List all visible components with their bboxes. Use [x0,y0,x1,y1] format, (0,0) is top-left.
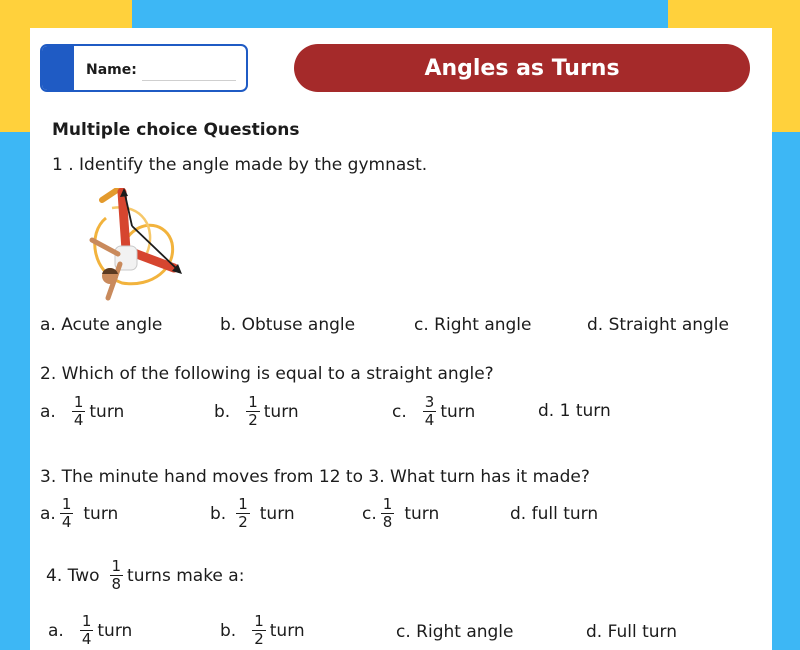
option-word: turn [83,503,119,524]
option-letter: a. [40,503,56,524]
option-word: turn [259,503,295,524]
fraction-numerator: 1 [254,612,264,630]
option-letter: a. [40,401,56,422]
question-2: 2. Which of the following is equal to a straight angle? [40,364,494,384]
fraction [423,394,437,429]
q3-option-a[interactable] [40,496,118,531]
name-label: Name: [86,62,137,78]
option-word: turn [97,620,133,641]
option-word: turn [269,620,305,641]
fraction-numerator: 1 [248,393,258,411]
question-4 [46,558,244,593]
fraction-denominator: 2 [248,411,258,429]
question-1: 1 . Identify the angle made by the gymnast. [52,155,428,175]
q2-option-a[interactable] [40,394,124,429]
option-word: turn [263,401,299,422]
q2-option-d[interactable]: d. 1 turn [538,401,611,421]
fraction-denominator: 2 [254,630,264,648]
fraction-denominator: 4 [81,630,92,648]
fraction-denominator: 2 [238,513,248,531]
fraction-numerator: 1 [382,495,393,513]
q4-option-a[interactable] [48,613,132,648]
option-word: turn [89,401,125,422]
question-4-prefix: 4. Two [46,565,100,586]
worksheet-title [294,44,750,92]
fraction [381,496,395,531]
fraction-numerator: 3 [424,393,435,411]
fraction-denominator: 4 [424,411,435,429]
fraction [60,496,74,531]
question-3: 3. The minute hand moves from 12 to 3. What turn has it made? [40,467,590,487]
q4-option-c[interactable]: c. Right angle [396,622,514,642]
fraction [72,394,86,429]
option-letter: c. [392,401,407,422]
fraction-numerator: 1 [111,557,122,575]
fraction [80,613,94,648]
fraction-numerator: 1 [61,495,72,513]
section-title: Multiple choice Questions [52,120,300,140]
option-word: turn [404,503,440,524]
question-4-suffix: turns make a: [127,565,245,586]
fraction-denominator: 4 [61,513,72,531]
fraction [246,394,260,429]
q2-option-c[interactable] [392,394,475,429]
option-letter: b. [220,620,237,641]
option-letter: c. [362,503,377,524]
fraction-denominator: 8 [111,575,122,593]
option-letter: b. [210,503,227,524]
option-letter: a. [48,620,64,641]
fraction-numerator: 1 [238,495,248,513]
name-field-accent [42,46,74,90]
name-writing-line [142,80,236,81]
q1-option-d[interactable]: d. Straight angle [587,315,729,335]
q3-option-d[interactable]: d. full turn [510,504,599,524]
name-field[interactable] [40,44,248,92]
fraction [110,558,124,593]
fraction-denominator: 8 [382,513,393,531]
fraction [252,613,266,648]
q4-option-b[interactable] [220,613,305,648]
q1-option-c[interactable]: c. Right angle [414,315,532,335]
worksheet-title-text: Angles as Turns [424,55,620,81]
fraction-numerator: 1 [81,612,92,630]
q3-option-b[interactable] [210,496,295,531]
fraction-denominator: 4 [73,411,84,429]
option-letter: b. [214,401,231,422]
option-word: turn [440,401,476,422]
q1-option-b[interactable]: b. Obtuse angle [220,315,356,335]
fraction-numerator: 1 [73,393,84,411]
q3-option-c[interactable] [362,496,439,531]
q2-option-b[interactable] [214,394,299,429]
fraction [236,496,250,531]
q1-option-a[interactable]: a. Acute angle [40,315,163,335]
worksheet [30,28,772,650]
q4-option-d[interactable]: d. Full turn [586,622,677,642]
gymnast-icon [82,188,192,308]
